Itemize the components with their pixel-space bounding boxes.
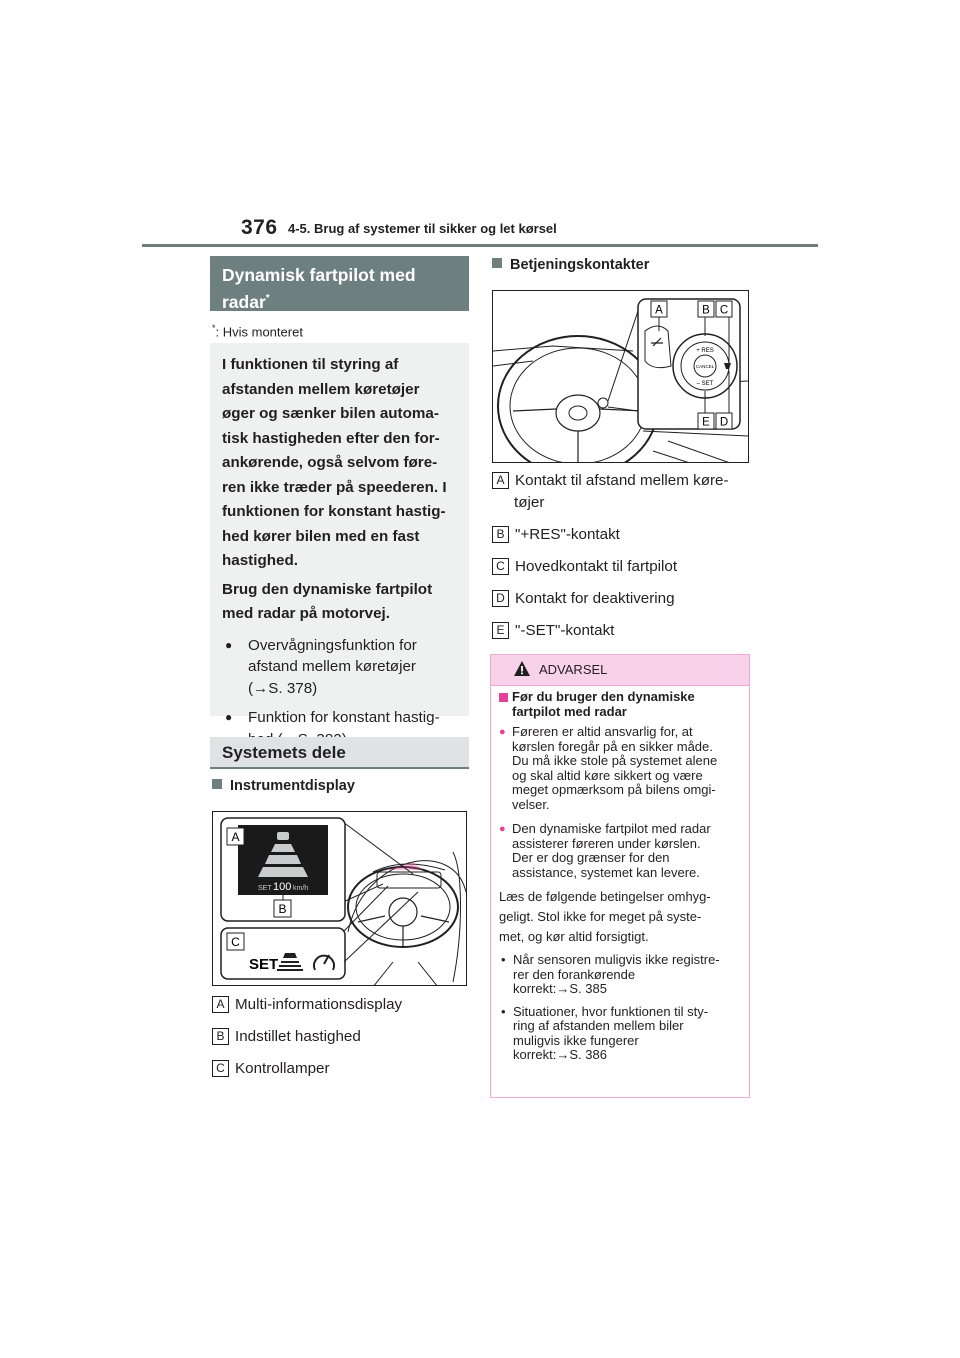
set-indicator: SET — [249, 956, 279, 973]
header-rule — [142, 244, 818, 247]
warning-item: ● Føreren er altid ansvarlig for, at kørslen foregår på en sikker måde. Du må ikke stole på systemet alene og skal altid køre sikkert og være meget opmærksom på bilens omgi- velser. — [499, 725, 741, 812]
callout-a: A — [231, 830, 240, 844]
callout-c: C — [719, 304, 729, 317]
warning-dot-item: • Situationer, hvor funktionen til sty- ring af afstanden mellem biler muligvis ikke fungerer korrekt:→S. 386 — [499, 1005, 741, 1063]
callout-a: A — [655, 304, 663, 317]
page-number: 376 — [241, 216, 278, 239]
instrument-display-figure — [212, 811, 467, 986]
controls-figure — [492, 290, 749, 463]
instrument-illustration — [213, 812, 467, 986]
legend-item: C Hovedkontakt til fartpilot — [492, 556, 752, 578]
legend-item: E "-SET"-kontakt — [492, 620, 752, 642]
legend-item-cont: tøjer — [514, 494, 545, 511]
warning-title: ADVARSEL — [539, 662, 608, 677]
warning-body — [491, 686, 749, 1075]
intro-line: afstanden mellem køretøjer — [222, 380, 420, 398]
intro-line: øger og sænker bilen automa- — [222, 405, 439, 422]
callout-d: D — [719, 416, 729, 429]
warning-box — [490, 654, 750, 1098]
cancel-label: CANCEL — [695, 364, 715, 369]
set-label: SET — [258, 885, 272, 892]
legend-item: A Multi-informationsdisplay — [212, 994, 402, 1016]
legend-item: C Kontrollamper — [212, 1058, 402, 1080]
intro-box — [210, 343, 469, 726]
footnote: *: Hvis monteret — [212, 323, 303, 340]
speed-unit: km/h — [293, 885, 309, 892]
callout-e: E — [702, 416, 710, 429]
intro-line: tisk hastigheden efter den for- — [222, 429, 440, 447]
intro-line: med radar på motorvej. — [222, 605, 390, 622]
legend-item: A Kontakt til afstand mellem køre- — [492, 470, 752, 492]
speed-value: 100 — [273, 881, 292, 893]
bullet-item: ● Overvågningsfunktion for afstand mellem køretøjer (→S. 378) — [222, 635, 457, 700]
set-label: – SET — [696, 381, 714, 387]
intro-line: ankørende, også selvom føre- — [222, 454, 438, 471]
res-label: + RES — [696, 348, 714, 354]
chapter-title: 4-5. Brug af systemer til sikker og let kørsel — [288, 221, 557, 236]
legend-item: B Indstillet hastighed — [212, 1026, 402, 1048]
right-legend — [492, 470, 752, 642]
intro-line: hastighed. — [222, 552, 298, 569]
intro-line: hed kører bilen med en fast — [222, 527, 420, 545]
subsection-title: Instrumentdisplay — [212, 778, 355, 794]
subsection-title: Betjeningskontakter — [492, 257, 649, 273]
warning-dot-item: • Når sensoren muligvis ikke registre- rer den forankørende korrekt:→S. 385 — [499, 953, 741, 997]
warning-header — [491, 655, 749, 686]
legend-item: D Kontakt for deaktivering — [492, 588, 752, 610]
left-legend — [212, 994, 402, 1080]
callout-c: C — [231, 935, 240, 949]
intro-line: I funktionen til styring af — [222, 356, 399, 373]
callout-b: B — [702, 304, 710, 317]
legend-item: B "+RES"-kontakt — [492, 524, 752, 546]
warning-item: ● Den dynamiske fartpilot med radar assisterer føreren under kørslen. Der er dog grænser for den assistance, systemet kan levere. — [499, 822, 741, 880]
intro-line: funktionen for konstant hastig- — [222, 503, 446, 520]
intro-line: Brug den dynamiske fartpilot — [222, 580, 433, 598]
section2-title: Systemets dele — [210, 737, 469, 769]
intro-line: ren ikke træder på speederen. I — [222, 478, 447, 496]
bullet-item: ● Funktion for konstant hastig- — [222, 707, 457, 750]
callout-b: B — [278, 902, 287, 916]
steering-wheel-illustration — [493, 291, 749, 463]
section-title: Dynamisk fartpilot med radar* — [210, 256, 469, 311]
warning-paragraph: Læs de følgende betingelser omhyg- geligt. Stol ikke for meget på syste- met, og kør altid forsigtigt. — [499, 889, 711, 944]
warning-triangle-icon — [513, 660, 531, 677]
warning-subhead: Før du bruger den dynamiske fartpilot med radar — [499, 690, 741, 719]
